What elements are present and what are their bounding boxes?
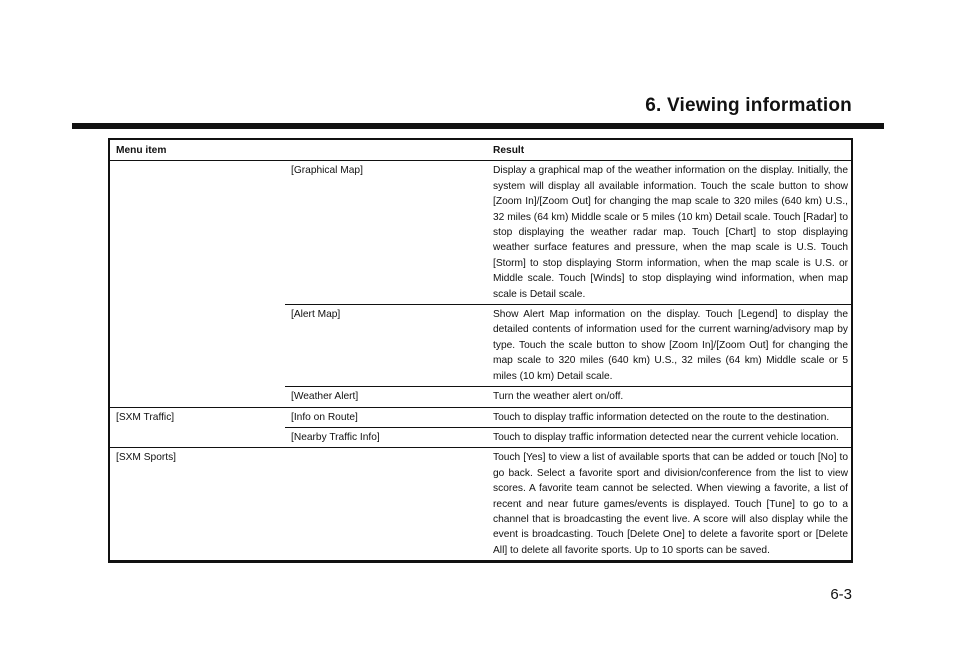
section-title: 6. Viewing information xyxy=(645,95,852,116)
title-rule xyxy=(72,123,884,129)
row-item-alert-map: [Alert Map] xyxy=(285,305,487,387)
table-row xyxy=(109,407,852,427)
row-result-alert-map: Show Alert Map information on the display. Touch [Legend] to display the detailed contents of information used for the current warning/advisory map by type. Touch the scale button to show [Zoom In]/[Zoom Out] for changing the map scale to 320 miles (640 km) U.S., 32 miles (64 km) Middle scale or 5 miles (10 km) Detail scale. xyxy=(487,305,852,387)
row-item-nearby-traffic-info: [Nearby Traffic Info] xyxy=(285,427,487,447)
row-result-sxm-sports: Touch [Yes] to view a list of available sports that can be added or touch [No] to go back. Select a favorite sport and division/conference from the list to view scores. A favorite team cannot be selected. When viewing a favorite, a list of recent and near future games/events is displayed. Touch [Tune] to go to a channel that is broadcasting the event live. A score will also display while the event is broadcasting. Touch [Delete One] to delete a favorite sport or [Delete All] to delete all favorite sports. Up to 10 sports can be saved. xyxy=(493,452,849,556)
row-group-weather xyxy=(109,161,285,407)
row-item-graphical-map: [Graphical Map] xyxy=(285,161,487,305)
page-number: 6-3 xyxy=(830,586,852,603)
row-group-sxm-sports: [SXM Sports] xyxy=(116,452,177,464)
table-header-row xyxy=(109,139,852,161)
row-item-info-on-route: [Info on Route] xyxy=(285,407,487,427)
row-item-weather-alert: [Weather Alert] xyxy=(285,387,487,407)
row-result-weather-alert: Turn the weather alert on/off. xyxy=(487,387,852,407)
row-result-info-on-route: Touch to display traffic information detected on the route to the destination. xyxy=(487,407,852,427)
row-result-nearby-traffic-info: Touch to display traffic information detected near the current vehicle location. xyxy=(487,427,852,447)
header-menu-item: Menu item xyxy=(109,139,487,161)
table-row xyxy=(109,161,852,305)
menu-result-table xyxy=(108,138,853,563)
row-result-graphical-map: Display a graphical map of the weather information on the display. Initially, the system will display all available information. Touch the scale button to show [Zoom In]/[Zoom Out] for changing the map scale to 320 miles (640 km) U.S., 32 miles (64 km) Middle scale or 5 miles (10 km) Detail scale. Touch [Radar] to stop displaying the weather radar map. Touch [Chart] to stop displaying weather surface features and pressure, when the map scale is U.S. Touch [Storm] to stop displaying Storm information, when the map scale is U.S. or Middle scale. Touch [Winds] to stop displaying wind information, when map scale is Detail scale. xyxy=(487,161,852,305)
row-group-sxm-traffic: [SXM Traffic] xyxy=(109,407,285,448)
table-row xyxy=(109,448,852,562)
header-result: Result xyxy=(487,139,852,161)
